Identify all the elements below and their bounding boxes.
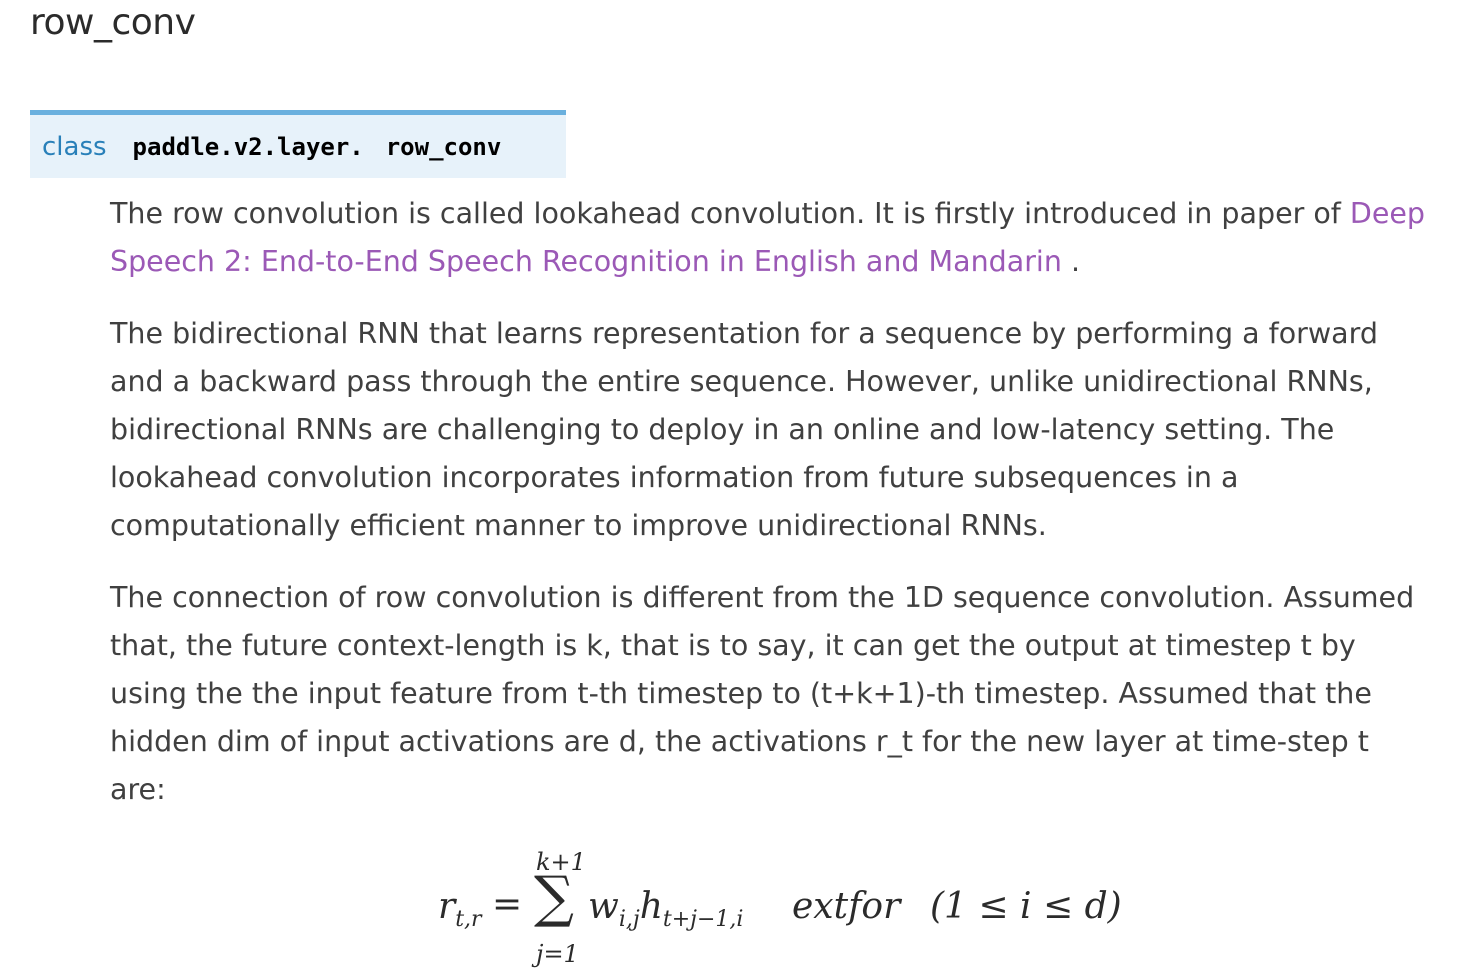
class-signature — [30, 110, 566, 178]
intro-end: . — [1061, 245, 1081, 278]
paper-link[interactable]: Deep Speech 2: End-to-End Speech Recognition in English and Mandarin — [110, 197, 1426, 278]
paragraph-connection: The connection of row convolution is different from the 1D sequence convolution. Assumed that, the future context-length is k, that is to say, it can get the output at timestep t by using the the input feature from t-th timestep to (t+k+1)-th timestep. Assumed that the hidden dim of input activations are d, the activations r_t for the new layer at time-step t are: — [110, 581, 1415, 806]
sum-symbol: ∑ — [534, 865, 574, 930]
signature-name: row_conv — [385, 132, 502, 161]
formula-term: $w_{i,j}h_{t+j-1,i}$ — [588, 886, 744, 933]
formula-lhs: $r_{t,r}$ — [438, 886, 482, 933]
sum-lower-limit: j=1 — [536, 940, 579, 968]
intro-text: The row convolution is called lookahead convolution. It is firstly introduced in paper of — [110, 197, 1341, 230]
formula-equals: = — [492, 884, 523, 925]
signature-keyword: class — [42, 131, 107, 162]
paragraph-bidirectional: The bidirectional RNN that learns representation for a sequence by performing a forward and a backward pass through the entire sequence. However, unlike unidirectional RNNs, bidirectional RNNs are challenging to deploy in an online and low-latency setting. The lookahead convolution incorporates information from future subsequences in a computationally efficient manner to improve unidirectional RNNs. — [110, 317, 1378, 542]
math-formula — [430, 840, 1130, 970]
description — [110, 190, 1430, 838]
formula-condition: (1 ≤ i ≤ d) — [930, 886, 1122, 927]
paragraph-intro — [110, 190, 1430, 286]
sum-upper-limit: k+1 — [536, 848, 586, 876]
page-title: row_conv — [30, 2, 196, 43]
formula-extfor: extfor — [792, 886, 901, 927]
signature-module: paddle.v2.layer. — [132, 132, 364, 161]
